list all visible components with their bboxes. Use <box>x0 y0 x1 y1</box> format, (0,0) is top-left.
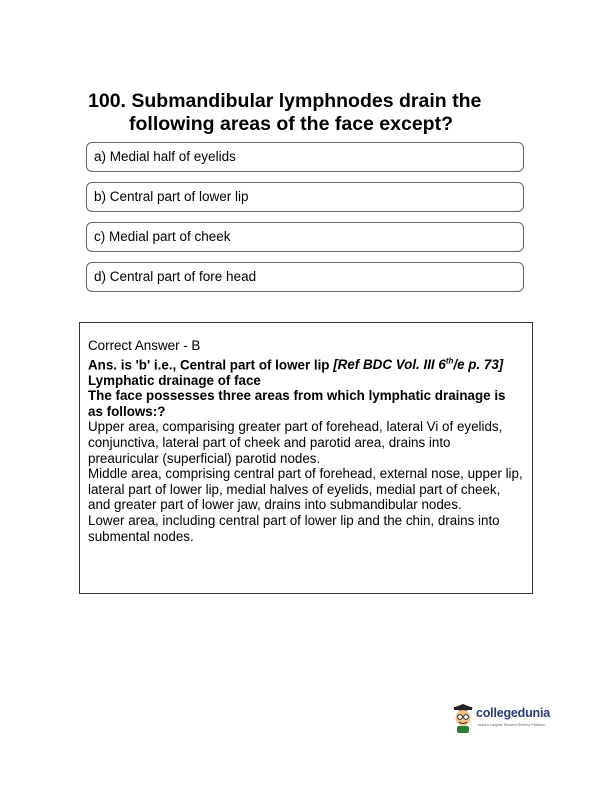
lower-area-text: Lower area, including central part of lower lip and the chin, drains into submental nodes. <box>88 513 500 544</box>
bullet-mark: . <box>78 431 81 442</box>
option-a[interactable]: a) Medial half of eyelids <box>86 142 524 172</box>
answer-topic: Lymphatic drainage of face <box>88 372 261 388</box>
reference-sup: th <box>445 356 454 366</box>
reference <box>333 357 503 372</box>
logo-text: collegedunia <box>476 706 551 720</box>
question-number: 100. <box>88 90 126 112</box>
answer-explanation-heading <box>88 354 524 389</box>
bullet-mark: . <box>78 556 81 567</box>
question-line-1: Submandibular lymphnodes drain the <box>131 90 482 112</box>
mascot-icon <box>452 704 474 734</box>
collegedunia-logo <box>452 704 552 736</box>
correct-answer: Correct Answer - B <box>88 338 201 353</box>
bullet-mark: . <box>78 478 81 489</box>
drainage-intro: The face possesses three areas from which lymphatic drainage is as follows:? <box>88 388 506 419</box>
option-d[interactable]: d) Central part of fore head <box>86 262 524 292</box>
option-b[interactable]: b) Central part of lower lip <box>86 182 524 212</box>
answer-box <box>79 322 533 594</box>
option-c[interactable]: c) Medial part of cheek <box>86 222 524 252</box>
question-title <box>88 90 558 136</box>
reference-main: [Ref BDC Vol. III 6 <box>333 357 446 373</box>
logo-tagline: India's Largest Student Review Platform <box>478 723 546 727</box>
reference-end: /e p. 73] <box>453 357 504 373</box>
middle-area-text: Middle area, comprising central part of forehead, external nose, upper lip, lateral part of lower lip, medial halves of eyelids, medial part of cheek, and greater part of lower jaw, drains into submandibular nodes. <box>88 466 523 513</box>
question-line-2: following areas of the face except? <box>129 113 453 135</box>
answer-prefix: Ans. is 'b' i.e., Central part of lower lip <box>88 357 334 373</box>
upper-area-text: Upper area, comparising greater part of forehead, lateral Vi of eyelids, conjunctiva, lateral part of cheek and parotid area, drains into preauricular (superficial) parotid nodes. <box>88 419 503 466</box>
